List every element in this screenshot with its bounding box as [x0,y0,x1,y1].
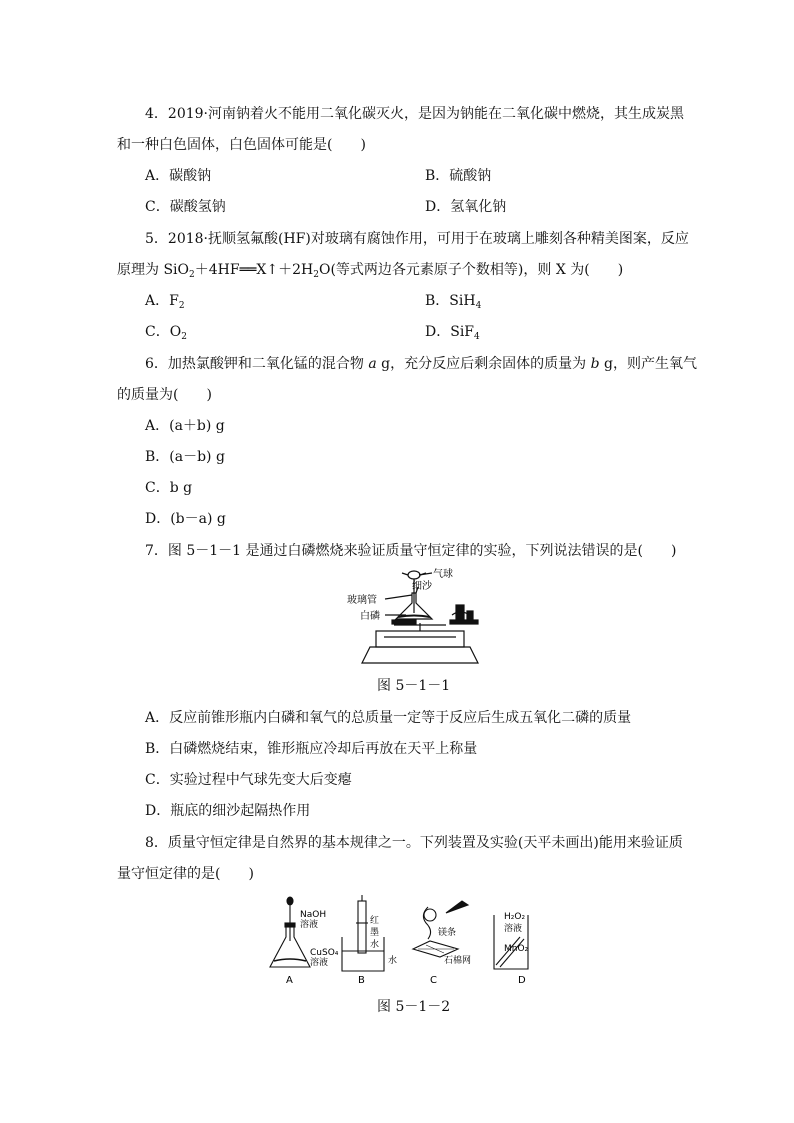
q7-option-a: A．反应前锥形瓶内白磷和氧气的总质量一定等于反应后生成五氧化二磷的质量 [145,710,632,726]
q6-stem-line2: 的质量为( ) [117,387,212,403]
q5-stem-line2: 原理为 $SiO_2+4HF══X↑+2H_2O$(等式两边各元素原子个数相等)，则 X 为( ) [117,262,624,280]
q8-stem-line2: 量守恒定律的是( ) [117,866,254,882]
figC-label-mg: 镁条 [438,928,457,938]
q6-option-d: D．(b－a) g [145,511,226,527]
q5-option-a: A．$F_2$ [145,293,185,311]
figD-label-mno2: MnO₂ [504,944,529,954]
q6-option-b: B．(a－b) g [145,449,225,465]
q5-option-b: B．SiH$_4$ [425,293,482,311]
figA-label-cuso4-solution: 溶液 [310,958,329,968]
fig1-label-balloon: 气球 [433,569,453,580]
q5-stem-line1: 5．2018·抚顺氢氟酸(HF)对玻璃有腐蚀作用，可用于在玻璃上雕刻各种精美图案，反应 [145,231,689,247]
figA-label-cuso4: CuSO₄ [310,948,339,958]
figA-label: A [286,975,293,986]
q7-option-d: D．瓶底的细沙起隔热作用 [145,803,311,819]
q4-option-d: D．氢氧化钠 [425,199,507,215]
q4-option-a: A．碳酸钠 [145,168,212,184]
fig1-label-tube: 玻璃管 [347,595,377,606]
figA-label-naoh: NaOH [300,910,327,920]
figC-label-gauze: 石棉网 [444,956,472,966]
q4-option-b: B．硫酸钠 [425,168,492,184]
figB-label-water: 水 [370,940,380,950]
fig1-label-phosphorus: 白磷 [360,611,380,622]
figD-label-solution: 溶液 [504,924,523,934]
q7-option-b: B．白磷燃烧结束，锥形瓶应冷却后再放在天平上称量 [145,741,478,757]
q7-stem: 7．图 5－1－1 是通过白磷燃烧来验证质量守恒定律的实验，下列说法错误的是( ) [145,543,677,559]
figB-label: B [358,975,365,986]
figA-label-naoh-solution: 溶液 [300,920,319,930]
figC-label: C [430,975,437,986]
figure-5-1-2-apparatus-set [258,893,558,988]
fig1-label-sand: 细沙 [412,581,432,592]
figB-label-red: 红 [370,916,380,926]
figure-5-1-2-caption: 图 5－1－2 [377,999,451,1015]
q4-stem-line2: 和一种白色固体，白色固体可能是( ) [117,137,366,153]
figD-label-h2o2: H₂O₂ [504,912,526,922]
figB-label-water2: 水 [388,956,398,966]
q4-option-c: C．碳酸氢钠 [145,199,226,215]
figB-label-ink: 墨 [370,928,380,938]
q6-stem-line1: 6．加热氯酸钾和二氧化锰的混合物 a g，充分反应后剩余固体的质量为 b g，则产生氧气 [145,356,697,372]
figD-label: D [518,975,526,986]
q8-stem-line1: 8．质量守恒定律是自然界的基本规律之一。下列装置及实验(天平未画出)能用来验证质 [145,835,683,851]
figure-5-1-1-balance-apparatus [340,565,500,670]
q5-option-c: C．$O_2$ [145,324,187,342]
q6-option-c: C．b g [145,480,193,496]
figure-5-1-1-caption: 图 5－1－1 [377,678,451,694]
q6-option-a: A．(a＋b) g [145,418,225,434]
q4-stem-line1: 4．2019·河南钠着火不能用二氧化碳灭火，是因为钠能在二氧化碳中燃烧，其生成炭黑 [145,106,684,122]
q7-option-c: C．实验过程中气球先变大后变瘪 [145,772,352,788]
q5-option-d: D．SiF$_4$ [425,324,480,342]
